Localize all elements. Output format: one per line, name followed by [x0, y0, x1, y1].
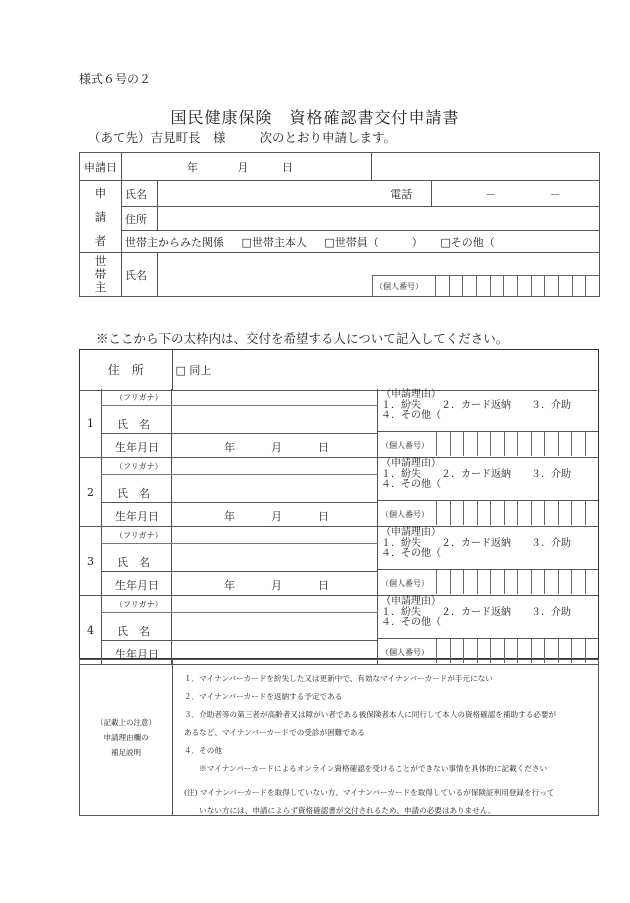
person-block — [79, 596, 599, 665]
furigana-field[interactable] — [172, 527, 378, 543]
person-personal-number-label: （個人番号） — [381, 579, 429, 588]
reason-field[interactable]: （申請理由） １．紛失 ２．カード返納 ３．介助 ４．その他（ — [378, 389, 598, 432]
person-name-field[interactable] — [172, 544, 378, 571]
person-personal-number-label: （個人番号） — [381, 648, 429, 657]
person-name-field[interactable] — [172, 406, 378, 433]
person-name-field[interactable] — [172, 475, 378, 502]
date-field[interactable]: 年 月 日 — [122, 153, 372, 181]
person-number: 3 — [80, 527, 102, 595]
relation-self-checkbox[interactable]: □世帯主本人 — [241, 235, 307, 249]
householder-name-field[interactable] — [158, 253, 600, 297]
note-item-3: ３．介助者等の第三者が高齢者又は障がい者である被保険者本人に同行して本人の資格確認を補助する必要が — [184, 710, 557, 719]
person-personal-number-boxes[interactable] — [436, 501, 598, 525]
relation-row — [122, 231, 600, 253]
reason-field[interactable]: （申請理由） １．紛失 ２．カード返納 ３．介助 ４．その他（ — [378, 596, 598, 639]
person-name-label: 氏 名 — [101, 613, 172, 640]
note-item-4b: ※マイナンバーカードによるオンライン資格確認を受けることができない事情を具体的に記載ください — [184, 764, 548, 773]
relation-label: 世帯主からみた関係 — [125, 235, 224, 249]
person-block — [79, 527, 599, 596]
caution-1: (注) マイナンバーカードを取得していない方、マイナンバーカードを取得しているが保険証利用登録を行って — [184, 788, 555, 797]
person-personal-number-label: （個人番号） — [381, 441, 429, 450]
person-number: 2 — [80, 458, 102, 526]
furigana-field[interactable] — [172, 389, 378, 405]
notes-items — [184, 670, 556, 820]
furigana-label: （フリガナ） — [101, 389, 172, 405]
furigana-label: （フリガナ） — [101, 596, 172, 612]
reason-field[interactable]: （申請理由） １．紛失 ２．カード返納 ３．介助 ４．その他（ — [378, 458, 598, 501]
phone-label: 電話 — [372, 181, 432, 207]
person-name-label: 氏 名 — [101, 544, 172, 571]
form-number: 様式６号の２ — [79, 72, 152, 86]
main-address-label: 住 所 — [80, 350, 172, 390]
name-field[interactable] — [158, 181, 372, 207]
furigana-field[interactable] — [172, 458, 378, 474]
furigana-label: （フリガナ） — [101, 458, 172, 474]
person-block — [79, 389, 599, 458]
person-name-label: 氏 名 — [101, 475, 172, 502]
householder-name-label: 氏名 — [122, 253, 158, 297]
relation-member-checkbox[interactable]: □世帯員（ ） — [324, 235, 423, 249]
person-number: 4 — [80, 596, 102, 664]
birth-field[interactable]: 年 月 日 — [172, 503, 378, 527]
furigana-field[interactable] — [172, 596, 378, 612]
page-title: 国民健康保険 資格確認書交付申請書 — [170, 108, 460, 127]
applicant-label: 申 請 者 — [80, 181, 122, 253]
applicant-table — [79, 152, 600, 297]
phone-field[interactable]: － － — [432, 181, 600, 207]
reason-field[interactable]: （申請理由） １．紛失 ２．カード返納 ３．介助 ４．その他（ — [378, 527, 598, 570]
householder-personal-number-boxes[interactable] — [435, 276, 599, 296]
address-field[interactable] — [158, 207, 600, 231]
note-item-2: ２．マイナンバーカードを返納する予定である — [184, 692, 343, 701]
person-block — [79, 458, 599, 527]
birth-label: 生年月日 — [101, 503, 172, 527]
persons-container — [79, 389, 599, 665]
note-item-1: １．マイナンバーカードを紛失した又は更新中で、有効なマイナンバーカードが手元にない — [184, 674, 493, 683]
notes-box — [79, 659, 599, 816]
person-personal-number-boxes[interactable] — [436, 432, 598, 456]
request-text: 次のとおり申請します。 — [259, 130, 397, 145]
birth-label: 生年月日 — [101, 572, 172, 596]
furigana-label: （フリガナ） — [101, 527, 172, 543]
birth-label: 生年月日 — [101, 434, 172, 458]
birth-field[interactable]: 年 月 日 — [172, 434, 378, 458]
name-label: 氏名 — [122, 181, 158, 207]
birth-label: 生年月日 — [101, 641, 172, 665]
date-label: 申請日 — [80, 153, 122, 181]
addressee-line — [88, 128, 396, 146]
caution-2: いない方には、申請によらず資格確認書が交付されるため、申請の必要はありません。 — [184, 806, 496, 815]
person-name-label: 氏 名 — [101, 406, 172, 433]
person-personal-number-boxes[interactable] — [436, 570, 598, 594]
note-item-3b: あるなど、マイナンバーカードでの受診が困難である — [184, 728, 366, 737]
householder-personal-number-label: （個人番号） — [375, 282, 423, 291]
person-personal-number-label: （個人番号） — [381, 510, 429, 519]
address-label: 住所 — [122, 207, 158, 231]
birth-field[interactable]: 年 月 日 — [172, 572, 378, 596]
householder-label: 世 帯 主 — [80, 253, 122, 297]
same-as-above-checkbox[interactable]: □ 同上 — [172, 350, 597, 390]
person-number: 1 — [80, 389, 102, 457]
person-name-field[interactable] — [172, 613, 378, 640]
note-item-4: ４．その他 — [184, 746, 222, 755]
relation-other-checkbox[interactable]: □その他（ — [440, 235, 495, 249]
notes-side: （記載上の注意） 申請理由欄の 補足説明 — [80, 660, 173, 815]
addressee: （あて先）吉見町長 様 — [88, 130, 226, 145]
notice-text: ※ここから下の太枠内は、交付を希望する人について記入してください。 — [96, 331, 509, 346]
